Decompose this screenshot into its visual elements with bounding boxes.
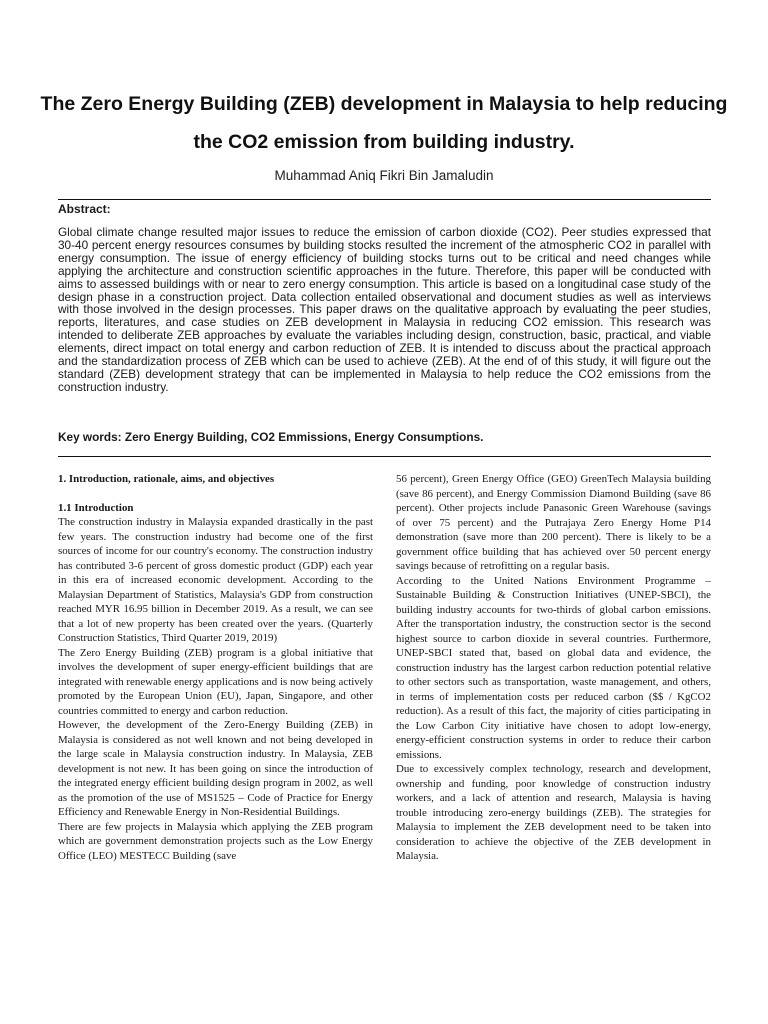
paragraph: There are few projects in Malaysia which applying the ZEB program which are government demonstration projects such as the Low Energy Office (LEO) MESTECC Building (save (58, 820, 373, 862)
divider-bottom (58, 456, 711, 457)
subsection-heading: 1.1 Introduction (58, 501, 134, 514)
abstract-heading: Abstract: (58, 202, 111, 216)
paragraph: However, the development of the Zero-Energy Building (ZEB) in Malaysia is considered as not well known and not being developed in the large scale in Malaysia construction industry. In Malaysia, ZEB development is not new. It has been going on since the introduction of the integrated energy efficient building design program in 2002, as well as the promotion of the use of MS1525 – Code of Practice for Energy Efficiency and Renewable Energy in Non-Residential Buildings. (58, 719, 373, 818)
author-name: Muhammad Aniq Fikri Bin Jamaludin (274, 168, 494, 183)
divider-top (58, 199, 711, 200)
keywords: Key words: Zero Energy Building, CO2 Emmissions, Energy Consumptions. (58, 430, 484, 444)
paragraph: The construction industry in Malaysia expanded drastically in the past few years. The construction industry had become one of the first sources of income for our country's economy. The construction industry has contributed 3-6 percent of gross domestic product (GDP) each year in this era of increased economic development. According to the Malaysian Department of Statistics, Malaysia's GDP from construction reached MYR 16.95 billion in December 2019. As a result, we can see that a lot of new property has been created over the years. (Quarterly Construction Statistics, Third Quarter 2019, 2019) (58, 516, 373, 644)
section-heading: 1. Introduction, rationale, aims, and objectives (58, 473, 275, 485)
paragraph: 56 percent), Green Energy Office (GEO) GreenTech Malaysia building (save 86 percent), and Energy Commission Diamond Building (save 86 percent). Other projects include Panasonic Green Warehouse (savings of over 75 percent) and the Putrajaya Zero Energy Home P14 demonstration (save more than 200 percent). There is likely to be a government office building that has achieved over 50 percent energy savings because of retrofitting on a regular basis. (396, 473, 711, 572)
abstract-text: Global climate change resulted major issues to reduce the emission of carbon dioxide (CO2). Peer studies expressed that 30-40 percent energy resources consumes by building stocks resulted the increment of the atmospheric CO2 in parallel with energy consumption. The issue of energy efficiency of building stocks turns out to be critical and need changes while applying the architecture and construction scientific approaches in the future. Therefore, this paper will be conducted with aims to assessed buildings with or near to zero energy consumption. This article is based on a longitudinal case study of the design phase in a construction project. Data collection entailed observational and document studies as well as interviews with those involved in the design processes. This paper draws on the qualitative approach by evaluating the peer studies, reports, literatures, and case studies on ZEB development in Malaysia in reducing CO2 emission. This research was intended to deliberate ZEB approaches by evaluate the variables including design, construction, basic, practical, and viable elements, direct impact on total energy and carbon reduction of ZEB. It is intended to discuss about the practical approach and the standardization process of ZEB which can be used to achieve (ZEB). At the end of of this study, it will figure out the standard (ZEB) development strategy that can be implemented in Malaysia to help reduce the CO2 emissions from the construction industry. (58, 225, 711, 394)
paragraph: The Zero Energy Building (ZEB) program is a global initiative that involves the development of super energy-efficient buildings that are integrated with renewable energy applications and is now being actively promoted by the European Union (EU), Japan, Singapore, and other countries committed to energy and carbon reduction. (58, 646, 373, 717)
body-column-right (396, 472, 711, 864)
paragraph: Due to excessively complex technology, research and development, ownership and funding, poor knowledge of construction industry workers, and a lack of attention and research, Malaysia is having trouble introducing zero-energy buildings (ZEB). The strategies for Malaysia to implement the ZEB development need to be taken into consideration to achieve the objective of the ZEB development in Malaysia. (396, 763, 711, 862)
body-column-left (58, 470, 373, 863)
paper-title: The Zero Energy Building (ZEB) development in Malaysia to help reducing the CO2 emission from building industry. (40, 93, 728, 154)
paragraph: According to the United Nations Environment Programme – Sustainable Building & Construction Initiatives (UNEP-SBCI), the building industry accounts for two-thirds of global carbon emissions. After the transportation industry, the construction sector is the second highest source to carbon dioxide in several countries. Furthermore, UNEP-SBCI stated that, based on global data and evidence, the construction industry has the largest carbon reduction potential relative to other sectors such as transportation, waste management, and others, in terms of implementation costs per reduced carbon ($$ / KgCO2 reduction). As a result of this fact, the majority of cities participating in the Low Carbon City initiative have chosen to adopt low-energy, energy-efficient construction systems in order to reduce their carbon emissions. (396, 574, 711, 761)
